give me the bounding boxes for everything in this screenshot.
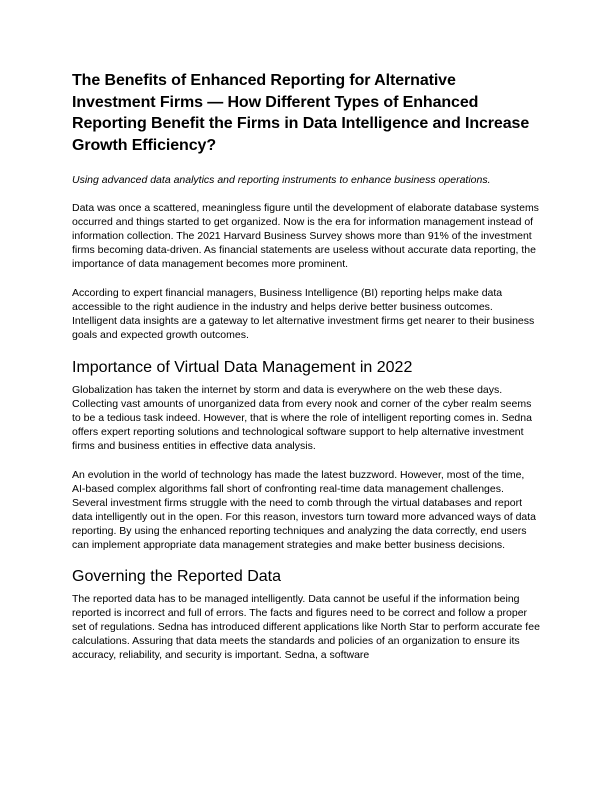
section-2-paragraph-1: The reported data has to be managed intelligently. Data cannot be useful if the information being reported is incorrect and full of errors. The facts and figures need to be correct and follow a proper set of regulations. Sedna has introduced different applications like North Star to perform accurate fee calculations. Assuring that data meets the standards and policies of an organization to ensure its accuracy, reliability, and security is important. Sedna, a software — [72, 593, 540, 661]
intro-paragraph-2: According to expert financial managers, Business Intelligence (BI) reporting helps make data accessible to the right audience in the industry and helps derive better business outcomes. Intelligent data insights are a gateway to let alternative investment firms get nearer to their business goals and expected growth outcomes. — [72, 287, 535, 341]
document-title: The Benefits of Enhanced Reporting for Alternative Investment Firms — How Different Types of Enhanced Reporting Benefit the Firms in Data Intelligence and Increase Growth Efficiency? — [72, 72, 530, 154]
section-1-paragraph-1: Globalization has taken the internet by storm and data is everywhere on the web these days. Collecting vast amounts of unorganized data from every nook and corner of the cyber realm seems to be a tedious task indeed. However, that is where the role of intelligent reporting comes in. Sedna offers expert reporting solutions and technological software support to help alternative investment firms and business entities in effective data analysis. — [72, 384, 532, 452]
section-heading-governing-reported-data: Governing the Reported Data — [72, 568, 282, 585]
intro-paragraph-1: Data was once a scattered, meaningless figure until the development of elaborate database systems occurred and things started to get organized. Now is the era for information management instead of information collection. The 2021 Harvard Business Survey shows more than 91% of the investment firms becoming data-driven. As financial statements are useless without accurate data reporting, the importance of data management becomes more prominent. — [72, 202, 539, 270]
document-subtitle: Using advanced data analytics and reporting instruments to enhance business operations. — [72, 174, 491, 186]
document-page — [72, 70, 540, 662]
section-1-paragraph-2: An evolution in the world of technology has made the latest buzzword. However, most of the time, AI-based complex algorithms fall short of confronting real-time data management challenges. Several investment firms struggle with the need to comb through the virtual databases and report data intelligently out in the open. For this reason, investors turn toward more advanced ways of data reporting. By using the enhanced reporting techniques and analyzing the data correctly, end users can implement appropriate data management strategies and make better business decisions. — [72, 469, 537, 551]
section-heading-virtual-data-management: Importance of Virtual Data Management in 2022 — [72, 359, 413, 376]
